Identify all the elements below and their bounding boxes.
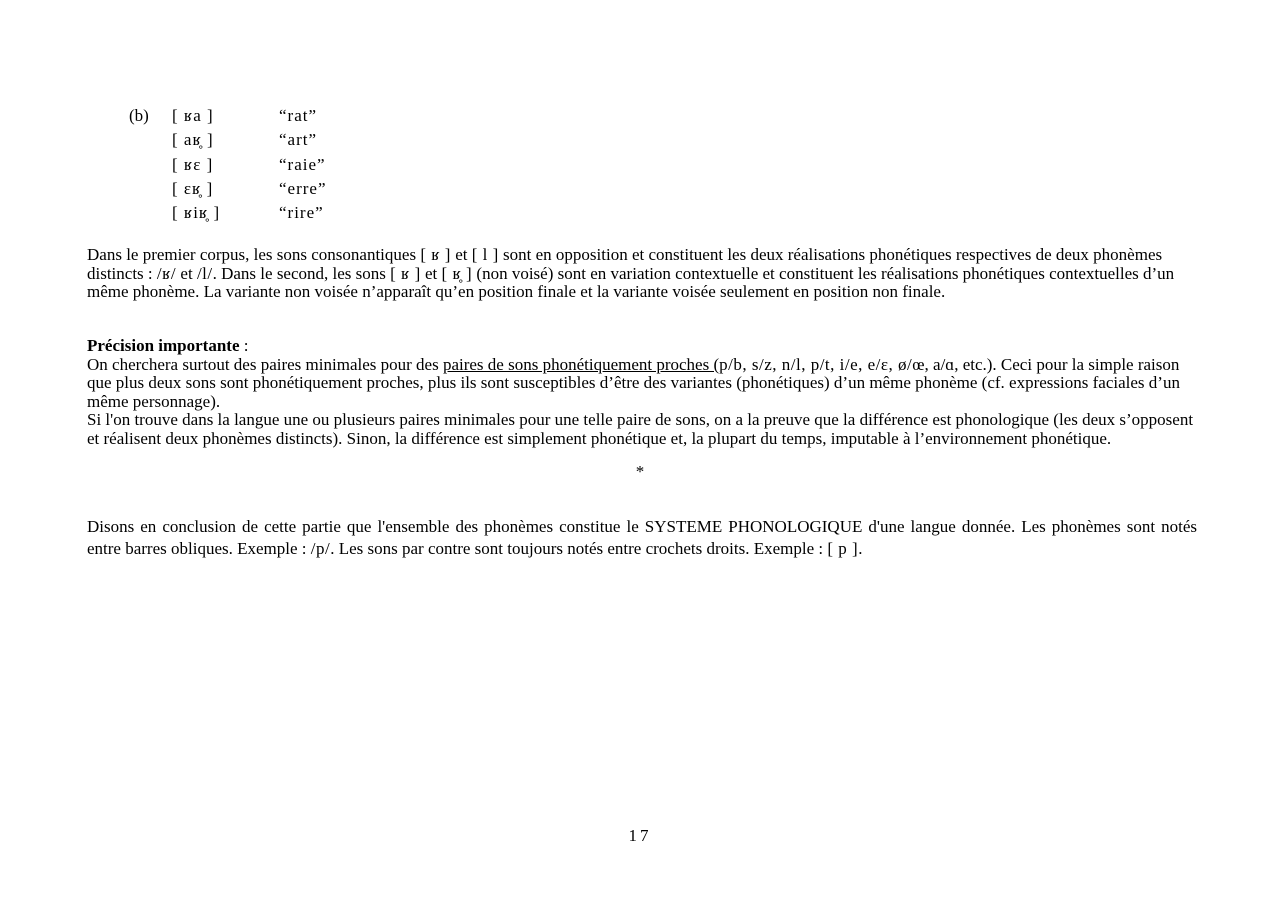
ipa-symbol: [ ʁ ] (420, 245, 451, 264)
page-number: 17 (628, 826, 652, 845)
text-run: œ, a/ɑ, etc.). Ceci pour la simple raison que plus deux sons sont phonétiquement proches, plus ils sont susceptibles d’être des variantes (phonétiques) d’un même phonème (cf. expressions faciales d’un même personnage). (87, 354, 1180, 411)
ipa-symbol: /l/ (196, 263, 213, 283)
example-gloss: “art” (279, 130, 318, 149)
example-label: (b) (129, 106, 149, 125)
ipa-symbol: /ʁ/ (156, 263, 177, 283)
precision-paragraph-2: Si l'on trouve dans la langue une ou plusieurs paires minimales pour une telle paire de sons, on a la preuve que la différence est phonologique (les deux s’opposent et réalisent deux phonèmes distincts). Sinon, la différence est simplement phonétique et, la plupart du temps, imputable à l’environnement phonétique. (87, 410, 1194, 448)
text-run: . Les sons par contre sont toujours notés entre crochets droits. Exemple : (330, 539, 828, 558)
ipa-symbol: /p/ (310, 539, 331, 558)
example-gloss: “raie” (279, 155, 326, 174)
ipa-symbol: [ l ] (471, 245, 499, 264)
precision-heading-line (87, 337, 1197, 356)
precision-section (87, 337, 1197, 448)
ipa-symbol: [ ʁ ] (390, 263, 421, 283)
text-run: (non voisé) sont en variation contextuelle et constituent les réalisations phonétiques contextuelles d’un même phonème. La variante non voisée n’apparaît qu’en position finale et la variante voisée seulement en position non finale. (87, 263, 1175, 301)
precision-paragraph-1 (87, 356, 1197, 412)
text-run: . (858, 539, 863, 558)
section-separator: * (635, 462, 645, 481)
underlined-phrase: paires de sons phonétiquement proches ( (442, 354, 720, 374)
text-run: . Dans le second, les sons (212, 263, 391, 283)
text-run: et (420, 263, 442, 283)
example-ipa: [ aʁ̥ ] (172, 130, 214, 149)
corpus-paragraph (87, 246, 1197, 302)
text-run: sont en opposition et constituent les deux réalisations phonétiques respectives de deux phonèmes distincts : (87, 245, 1163, 283)
conclusion-paragraph (87, 516, 1197, 560)
example-ipa: [ ʁiʁ̥ ] (172, 203, 221, 222)
text-run: et (450, 245, 472, 264)
example-gloss: “rire” (279, 203, 324, 222)
ipa-symbol: [ p ] (827, 539, 859, 558)
text-run: Dans le premier corpus, les sons consonantiques (87, 245, 421, 264)
text-run: On cherchera surtout des paires minimales pour des (87, 354, 443, 374)
example-gloss: “rat” (279, 106, 318, 125)
text-run: : (239, 336, 249, 355)
example-ipa: [ ɛʁ̥ ] (172, 179, 214, 198)
example-ipa: [ ʁa ] (172, 106, 214, 125)
ipa-symbol: [ ʁ̥ ] (441, 263, 473, 283)
ipa-pairs: p/b, s/z, n/l, p/t, i/e, e/ɛ, ø/ (719, 354, 913, 374)
example-ipa: [ ʁɛ ] (172, 155, 214, 174)
example-gloss: “erre” (279, 179, 327, 198)
precision-heading: Précision importante (87, 336, 240, 355)
text-run: et (176, 263, 197, 283)
text-run: Disons en conclusion de cette partie que l'ensemble des phonèmes constitue le SYSTEME PHONOLOGIQUE d'une langue donnée. Les phonèmes sont notés entre barres obliques. Exemple : (87, 517, 1197, 558)
